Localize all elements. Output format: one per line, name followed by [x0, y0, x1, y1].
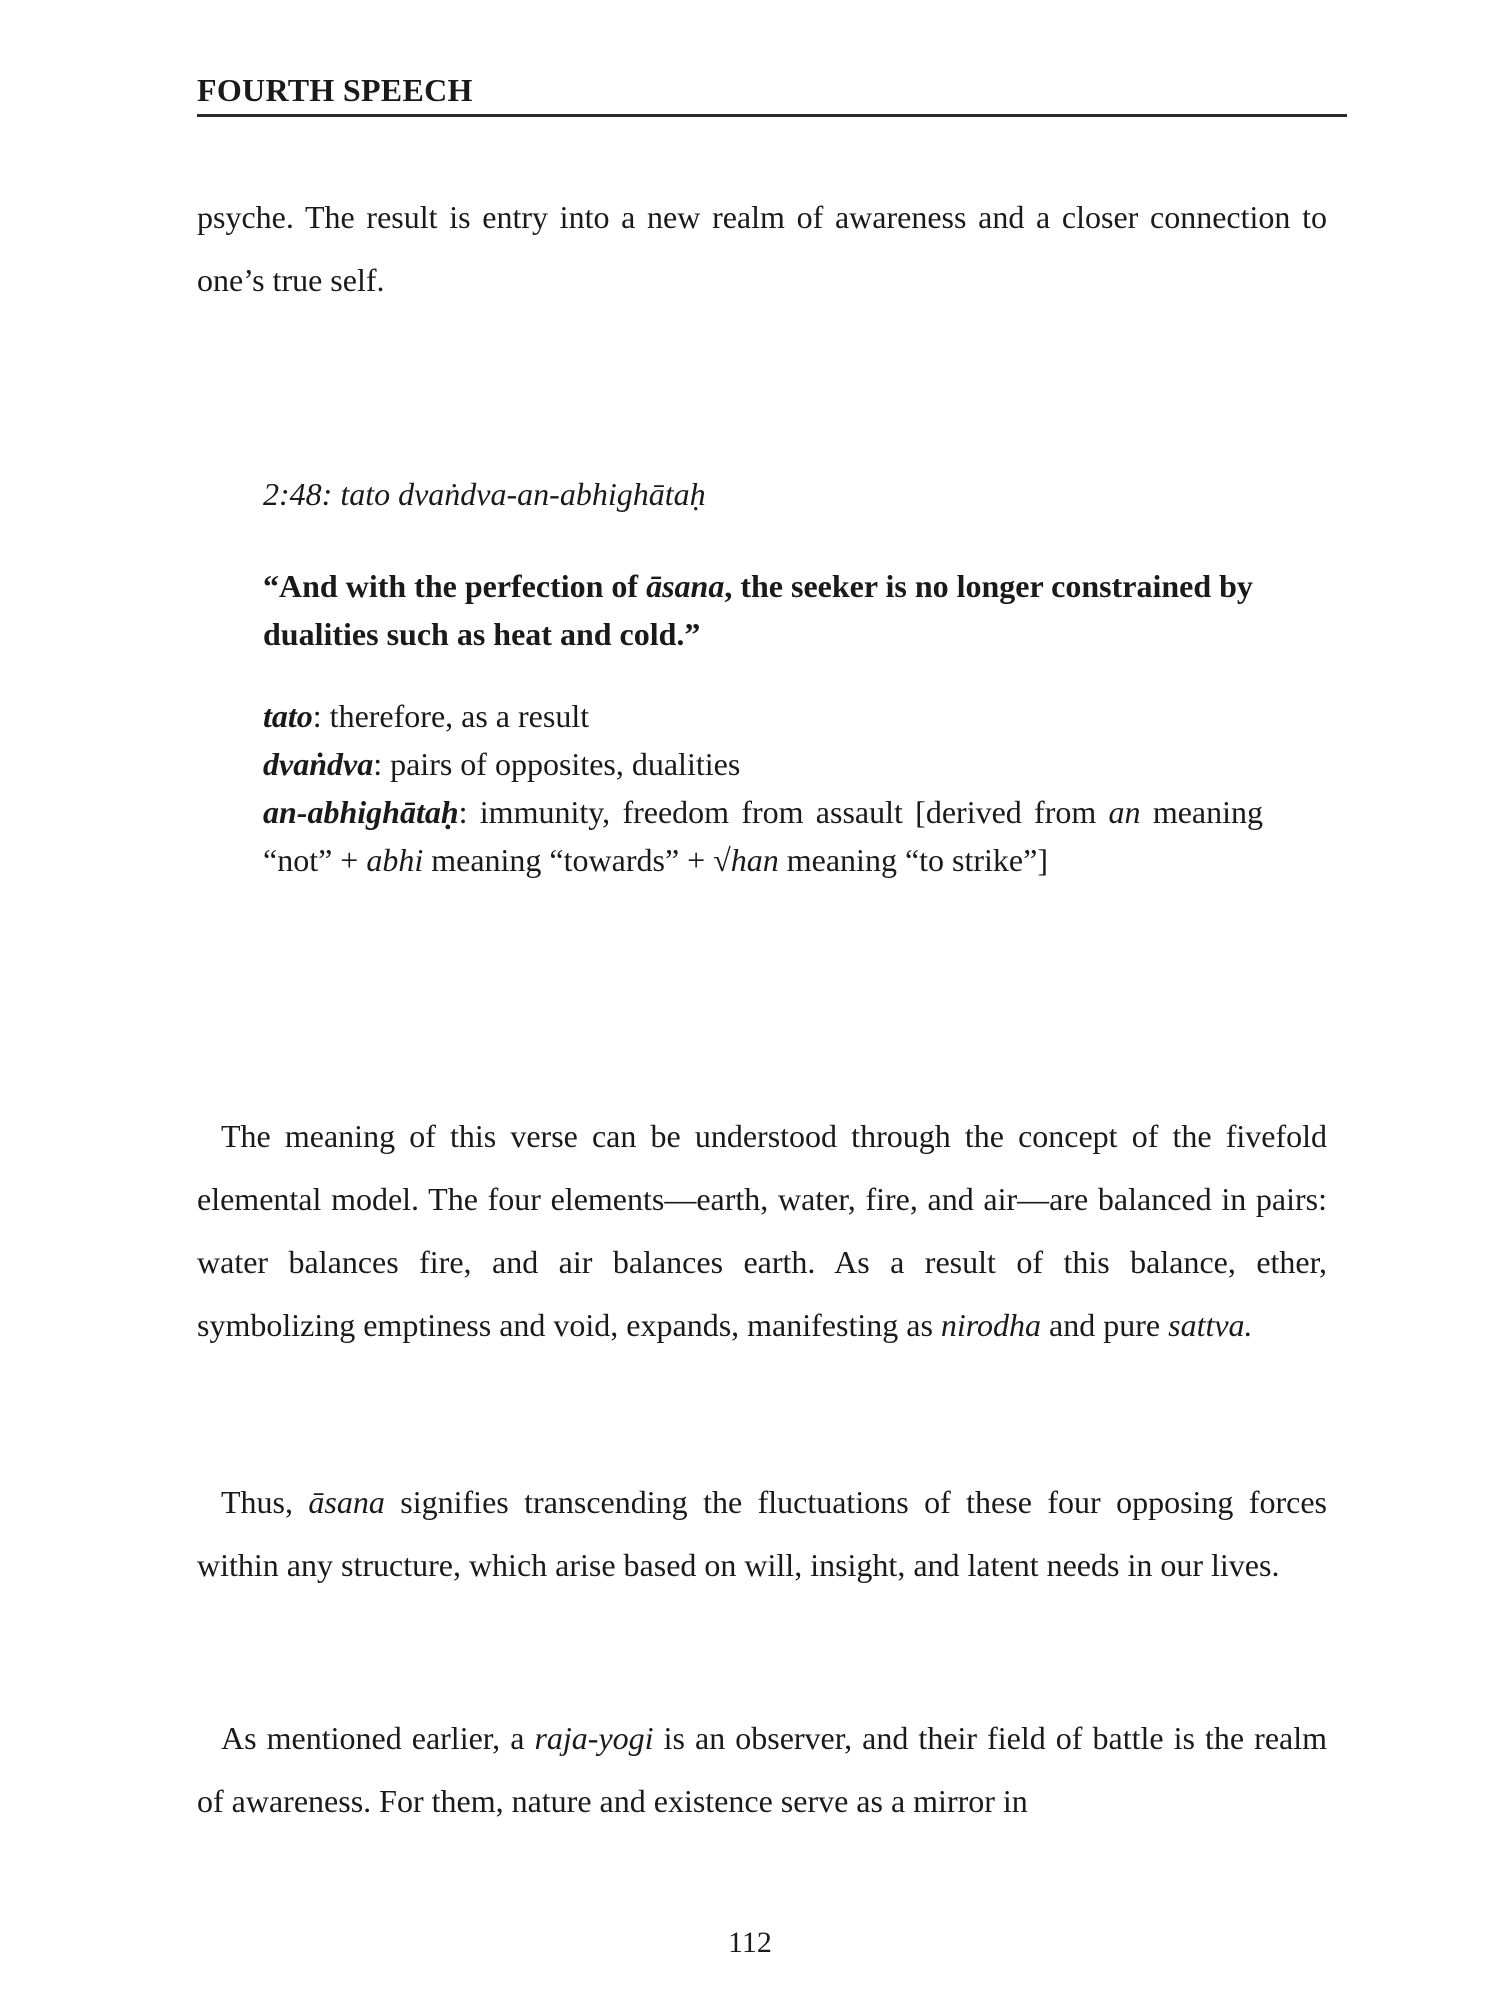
glossary-entry: [263, 788, 1263, 884]
verse-translation-start: “And with the perfection of: [263, 568, 647, 604]
page-number: 112: [728, 1926, 772, 1959]
paragraph-text-start: As mentioned earlier, a: [221, 1720, 535, 1756]
etymology-an: an: [1108, 794, 1141, 830]
etymology-strike: meaning “to strike”]: [778, 842, 1048, 878]
paragraph-italic-sattva: sattva.: [1168, 1307, 1253, 1343]
glossary-entry: [263, 740, 1263, 788]
glossary-entry: [263, 692, 1263, 740]
paragraph-elemental-model: [197, 1105, 1327, 1357]
etymology-not: meaning “not” +: [263, 794, 1264, 878]
verse-translation: [263, 562, 1263, 658]
running-head: FOURTH SPEECH: [197, 72, 473, 108]
header-rule: [197, 114, 1347, 117]
paragraph-text-mid: and pure: [1041, 1307, 1169, 1343]
paragraph-raja-yogi: [197, 1707, 1327, 1833]
etymology-towards: meaning “towards” + √: [423, 842, 731, 878]
paragraph-asana: [197, 1471, 1327, 1597]
etymology-han: han: [730, 842, 779, 878]
paragraph-italic-raja-yogi: raja-yogi: [534, 1720, 654, 1756]
glossary-definition: : pairs of opposites, dualities: [373, 746, 741, 782]
verse-translation-end: , the seeker is no longer constrained by dualities such as heat and cold.”: [263, 568, 1253, 652]
glossary-definition-start: : immunity, freedom from assault [derived from: [458, 794, 1109, 830]
glossary-definition: : therefore, as a result: [312, 698, 590, 734]
verse-block: [263, 474, 1263, 884]
glossary-term: tato: [263, 698, 313, 734]
glossary-term: dvaṅdva: [263, 746, 374, 782]
paragraph-continuation: psyche. The result is entry into a new realm of awareness and a closer connection to one’s true self.: [197, 199, 1327, 298]
paragraph-text-start: Thus,: [221, 1484, 309, 1520]
paragraph-text: The meaning of this verse can be understood through the concept of the fivefold elemental model. The four elements—earth, water, fire, and air—are balanced in pairs: water balances fire, and air balances earth. As a result of this balance, ether, symbolizing emptiness and void, expands, manifesting as: [197, 1118, 1327, 1343]
paragraph-italic-asana: āsana: [308, 1484, 385, 1520]
glossary: [263, 692, 1263, 884]
paragraph-italic-nirodha: nirodha: [940, 1307, 1042, 1343]
verse-translation-italic: āsana: [646, 568, 725, 604]
etymology-abhi: abhi: [366, 842, 424, 878]
glossary-term: an-abhighātaḥ: [263, 794, 459, 830]
paragraph-text: signifies transcending the fluctuations of these four opposing forces within any structure, which arise based on will, insight, and latent needs in our lives.: [197, 1484, 1328, 1583]
paragraph-text: is an observer, and their field of battle is the realm of awareness. For them, nature and existence serve as a mirror in: [197, 1720, 1327, 1819]
verse-reference: 2:48: tato dvaṅdva-an-abhighātaḥ: [263, 476, 706, 512]
